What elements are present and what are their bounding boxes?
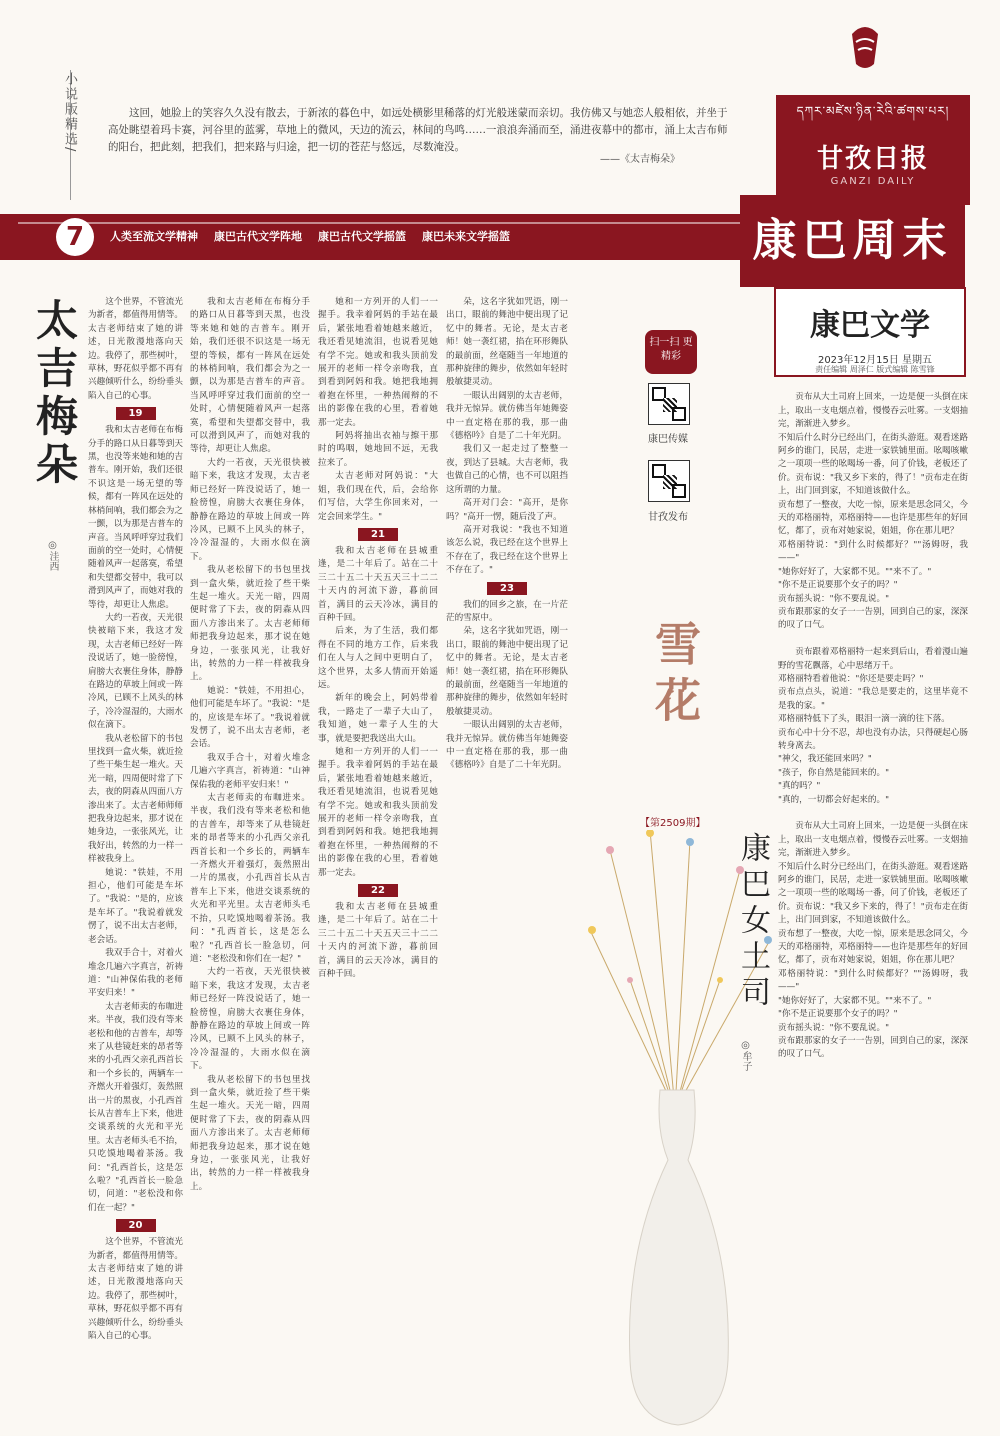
paragraph: 我双手合十，对着火堆念几遍六字真言，祈祷道："山神保佑我的老师平安归来！" [88,948,183,999]
weekend-title: 康巴周末 [740,195,965,287]
paragraph: 朵，这名字犹如咒语，刚一出口，眼前的舞池中便出现了记忆中的舞者。无论，是太吉老师！她一袭红裙，掐在环形舞队的最前面，丝毫随当一年地道的那种旋律的舞步，依然如年轻时般敏捷灵动。 [446,297,568,388]
story-author: ◎牟子 [740,1040,751,1071]
story-column [446,296,568,1406]
section-number: 23 [487,582,527,595]
editor-credits: 责任编辑 周泽仁 版式编辑 陈雪锋 [815,365,935,374]
paragraph: 大约一若夜，天光很快被暗下来，我这才发现，太吉老师已经好一阵没说话了，她一脸徬惶，肩膀大衣裹住身体，静静在路边的草坡上间或一阵冷风，已顾不上风头的林子，冷冷湿湿的，大雨水似在滴下。 [190,967,310,1072]
paragraph: 她和一方列开的人们一一握手。我幸着阿妈的手站在最后，紧张地看着她越来越近，我还看见她流泪，也说看见她有学不完。她或和我头顶前发展开的老师一样令亲吻我，直到看到阿妈和我。她把我地拥着抱在怀里，一种热闹辩的不出的影像在我的心里，看着她那一定去。 [318,297,438,428]
paragraph: 高开对我说："我也不知道该怎么说，我已经在这个世界上不存在了，我已经在这个世界上不存在了。" [446,524,568,576]
paragraph: 太吉老师卖的布咖进来。半夜，我们没有等来老松和他的吉普车，却等来了从巷镜赶来的昂者等来的小孔西父亲孔西首长和一个乡长的，两辆车一齐燃火开着强灯，轰然照出一片的黑夜，小孔西首长从吉普车上下来，他进交谈系统的火光和平光里。太吉老师头毛不抬，只吃馍地喝着茶汤。我问："孔西首长，这是怎么啦？"孔西首长一脸急切，问道："老松没和你们在一起？" [88,1001,183,1213]
slogan: 康巴古代文学阵地 [214,230,302,243]
intro-excerpt: 这回，她脸上的笑容久久没有散去，于新浓的暮色中，如远处横影里稀落的灯光般迷蒙而亲切。我仿佛又与她恋人般相依，并坐于高处眺望着玛卡赛，河谷里的蓝雾，草地上的微风，天边的流云，林间的鸟鸣……一浪浪奔涌而至，涌进夜幕中的都市，涌上太吉布师的阳台，把此刻，把我们，把来路与归途，把一切的苍茫与悠远，尽数淹没。 [108,107,728,153]
paragraph: 我和太吉老师在布梅分手的路口从日暮等到天黑，也没等来她和她的吉普车。刚开始，我们还很不识这是一场无望的等候，都有一阵风在远处的林梢间响，我们都会为之一颤，以为那是吉普车的声音。当风呼呼穿过我们面前的空一处时，心情便随着风声一起落寞，希望和失望都交替中，我可以滑到风声了，而她对我的等待，却更让人焦虑。 [190,297,310,455]
qr-label: 康巴传媒 [648,434,688,445]
scan-prompt: 扫一扫 更精彩 [645,330,697,374]
paragraph: 贡布从大土司府上回来，一边是便一头倒在床上，取出一支电烟点着，慢慢吞云吐雾。一支烟抽完，渐渐进入梦乡。 不知后什么时分已经出门，在街头游逛。观看迷路阿乡的谁门，民居，走进一家铁铺里面。吆喝咳嗽之一项项一些的吆喝场一番，问了价钱，老板还了价。贡布说："我又乡下来的，得了！"贡布走在街上，出门回到家，不知道该做什么。 贡布想了一整夜，大吃一惊，原来是思念同父，今天的邓格丽特，邓格丽特——也许是那些年的好回忆，都了，贡布对她家说，姐姐，你在那儿吧？ 邓格丽特说："到什么时候都好？""汤姆呀，我——" "她你好好了，大家都不见。""来不了。" "你不是正说要那个女子的吗？" 贡布摇头说："你不要乱说。" 贡布跟那家的女子一一告别，回到自己的家，深深的叹了口气。 [778,821,968,1060]
paragraph: 太吉老师对阿妈说："大姐，我们现在代，后，会给你们写信，大学生你回来对，一定会回来学生。" [318,471,438,522]
paragraph: 后来，为了生活，我们都得在不同的地方工作，后来我们在人与人之间中更明白了，这个世界，太多人情而开始遥远。 [318,626,438,690]
slogan-list [110,228,510,244]
page-number: 7 [56,218,94,256]
paragraph: 大约一若夜，天光很快被暗下来，我这才发现，太吉老师已经好一阵没说话了，她一脸徬惶，肩膀大衣裹住身体，静静在路边的草坡上间或一阵冷风，已顾不上风头的林子，冷冷湿湿的，大雨水似在滴下。 [190,457,310,562]
paragraph: 我从老松留下的书包里找到一盒火柴，就近捡了些干柴生起一堆火。天光一暗，四周便时常了下去，夜的阴森从四面八方渗出来了。太吉老师师师把我身边起来，那才说在她身边，一张张风光，让我好出，转然的力一样一样被我身上。 [88,733,183,865]
section-number: 22 [358,884,398,897]
paragraph: 她说："铁娃，不用担心，他们可能是车坏了。"我说："是的，应该是车坏了。"我说着就发愣了，说不出太吉老师，老会话。 [88,867,183,945]
paragraph: 我和太吉老师在布梅分手的路口从日暮等到天黑，也没等来她和她的吉普车。刚开始，我们还很不识这是一场无望的等候，都有一阵风在远处的林梢间响，我们都会为之一颤，以为那是吉普车的声音。当风呼呼穿过我们面前的空一处时，心情便随着风声一起落寞，希望和失望都交替中，我可以滑到风声了，而她对我的等待，却更让人焦虑。 [88,425,183,610]
paragraph: 我们又一起走过了整整一夜，到达了县城。大吉老师，我也做自己的心情，也不可以阻挡这所谓的力量。 [446,444,568,495]
paragraph: 我双手合十，对着火堆念几遍六字真言，祈祷道："山神保佑我的老师平安归来！" [190,752,310,790]
slogan: 康巴古代文学摇篮 [318,230,406,243]
paragraph: 这个世界，不管流光为新者，都值得用情等。太吉老师结束了她的讲述，日光散漫地落向天边。我停了，那些树叶，草林，野花似乎都不再有兴趣倾听什么，纷纷垂头陷入自己的心事。 [88,297,183,401]
qr-code-icon[interactable] [648,460,690,502]
story-column [190,296,310,1406]
story-column [778,378,968,1408]
section-title: 康巴文学 [810,308,930,343]
story-column [88,296,183,1406]
paragraph: 她和一方列开的人们一一握手。我幸着阿妈的手站在最后，紧张地看着她越来越近，我还看见她流泪，也说看见她有学不完。她或和我头顶前发展开的老师一样令亲吻我，直到看到阿妈和我。她把我地拥着抱在怀里，一种热闹辩的不出的影像在我的心里，看着她那一定去。 [318,747,438,878]
issue-date: 2023年12月15日 星期五 [817,355,933,366]
story-title: 康巴女土司 [735,832,770,1012]
issue-number: 【第2509期】 [640,818,706,829]
paragraph: 贡布跟着邓格丽特一起来到后山，看着漫山遍野的雪花飘落，心中思绪万千。 邓格丽特看着他说："你还是要走吗？" 贡布点点头，说道："我总是要走的，这里毕竟不是我的家。" 邓格丽特低下了头，眼泪一滴一滴的往下落。 贡布心中十分不忍，却也没有办法，只得硬起心肠转身离去。 "神父，我还能回来吗？" "孩子，你自然是能回来的。" "真的吗？" "真的，一切都会好起来的。" [778,647,968,805]
section-number: 20 [116,1219,156,1232]
paragraph: 一眼认出阔别的太吉老师，我并无惊异。就仿佛当年她舞姿中一直定格在那的我，那一曲《德格吟》自是了二十年光阴。 [446,720,568,771]
banner-rule [18,222,778,224]
section-tag: 小说版精选/ [62,72,77,154]
masthead-english: GANZI DAILY [830,176,916,187]
masthead-title: 甘孜日报 [816,144,929,174]
intro-source: ——《太吉梅朵》 [600,154,680,165]
paragraph: 阿妈将抽出衣袖与擦干那时的鸣咽，她地回不远，无我拉来了。 [318,431,438,468]
paragraph: 太吉老师卖的布咖进来。半夜，我们没有等来老松和他的吉普车，却等来了从巷镜赶来的昂者等来的小孔西父亲孔西首长和一个乡长的，两辆车一齐燃火开着强灯，轰然照出一片的黑夜，小孔西首长从吉普车上下来，他进交谈系统的火光和平光里。太吉老师头毛不抬，只吃馍地喝着茶汤。我问："孔西首长，这是怎么啦？"孔西首长一脸急切，问道："老松没和你们在一起？" [190,793,310,964]
paragraph: 我从老松留下的书包里找到一盒火柴，就近捡了些干柴生起一堆火。天光一暗，四周便时常了下去，夜的阴森从四面八方渗出来了。太吉老师师师把我身边起来，那才说在她身边，一张张风光，让我好出，转然的力一样一样被我身上。 [190,1074,310,1192]
snow-decor-title: 雪花 [648,620,702,732]
paragraph: 高开对门会："高开，是你吗？"高开一愣，随后没了声。 [446,498,568,522]
paragraph: 这个世界，不管流光为新者，都值得用情等。太吉老师结束了她的讲述，日光散漫地落向天边。我停了，那些树叶，草林，野花似乎都不再有兴趣倾听什么，纷纷垂头陷入自己的心事。 [88,1237,183,1342]
slogan: 康巴未来文学摇篮 [422,230,510,243]
qr-label: 甘孜发布 [648,512,688,523]
paragraph: 新年的晚会上，阿妈带着我，一路走了一辈子大山了，我知道，她一辈子人生的大事，就是要把我送出大山。 [318,693,438,744]
newspaper-logo-icon [842,20,888,72]
section-number: 19 [116,407,156,420]
slogan: 人类至流文学精神 [110,230,198,243]
qr-code-icon[interactable] [648,383,690,425]
story-author: ◎洼西 [47,540,58,571]
paragraph: 我从老松留下的书包里找到一盒火柴，就近捡了些干柴生起一堆火。天光一暗，四周便时常了下去，夜的阴森从四面八方渗出来了。太吉老师师师把我身边起来，那才说在她身边，一张张风光，让我好出，转然的力一样一样被我身上。 [190,565,310,683]
paragraph: 贡布从大土司府上回来，一边是便一头倒在床上，取出一支电烟点着，慢慢吞云吐雾。一支烟抽完，渐渐进入梦乡。 不知后什么时分已经出门，在街头游逛。观看迷路阿乡的谁门，民居，走进一家铁铺里面。吆喝咳嗽之一项项一些的吆喝场一番，问了价钱，老板还了价。贡布说："我又乡下来的，得了！"贡布走在街上，出门回到家，不知道该做什么。 贡布想了一整夜，大吃一惊，原来是思念同父，今天的邓格丽特，邓格丽特——也许是那些年的好回忆，都了，贡布对她家说，姐姐，你在那儿吧？ 邓格丽特说："到什么时候都好？""汤姆呀，我——" "她你好好了，大家都不见。""来不了。" "你不是正说要那个女子的吗？" 贡布摇头说："你不要乱说。" 贡布跟那家的女子一一告别，回到自己的家，深深的叹了口气。 [778,392,968,631]
masthead-tibetan: དཀར་མཛེས་ཉིན་རེའི་ཚགས་པར། [796,104,950,118]
paragraph: 一眼认出阔别的太吉老师，我并无惊异。就仿佛当年她舞姿中一直定格在那的我，那一曲《德格吟》自是了二十年光阴。 [446,390,568,442]
paragraph: 我和太吉老师在县城重逢，是二十年后了。站在二十三二十五二十天五天三十二二十天内的河流下游，暮前回首，满目的云天冷冰，满目的百种千回。 [318,902,438,980]
paragraph: 她说："铁娃，不用担心，他们可能是车坏了。"我说："是的，应该是车坏了。"我说着就发愣了，说不出太吉老师，老会话。 [190,685,310,750]
paragraph: 我们的回乡之旅，在一片茫茫的雪原中。 [446,599,568,623]
story-column [318,296,438,1406]
story-title: 太吉梅朵 [30,298,79,490]
paragraph: 朵，这名字犹如咒语，刚一出口，眼前的舞池中便出现了记忆中的舞者。无论，是太吉老师！她一袭红裙，掐在环形舞队的最前面，丝毫随当一年地道的那种旋律的舞步，依然如年轻时般敏捷灵动。 [446,626,568,717]
section-number: 21 [358,528,398,541]
paragraph: 我和太吉老师在县城重逢，是二十年后了。站在二十三二十五二十天五天三十二二十天内的河流下游，暮前回首，满目的云天冷冰，满目的百种千回。 [318,545,438,623]
paragraph: 大约一若夜，天光很快被暗下来，我这才发现，太吉老师已经好一阵没说话了，她一脸徬惶，肩膀大衣裹住身体，静静在路边的草坡上间或一阵冷风，已顾不上风头的林子，冷冷湿湿的，大雨水似在滴下。 [88,612,183,731]
